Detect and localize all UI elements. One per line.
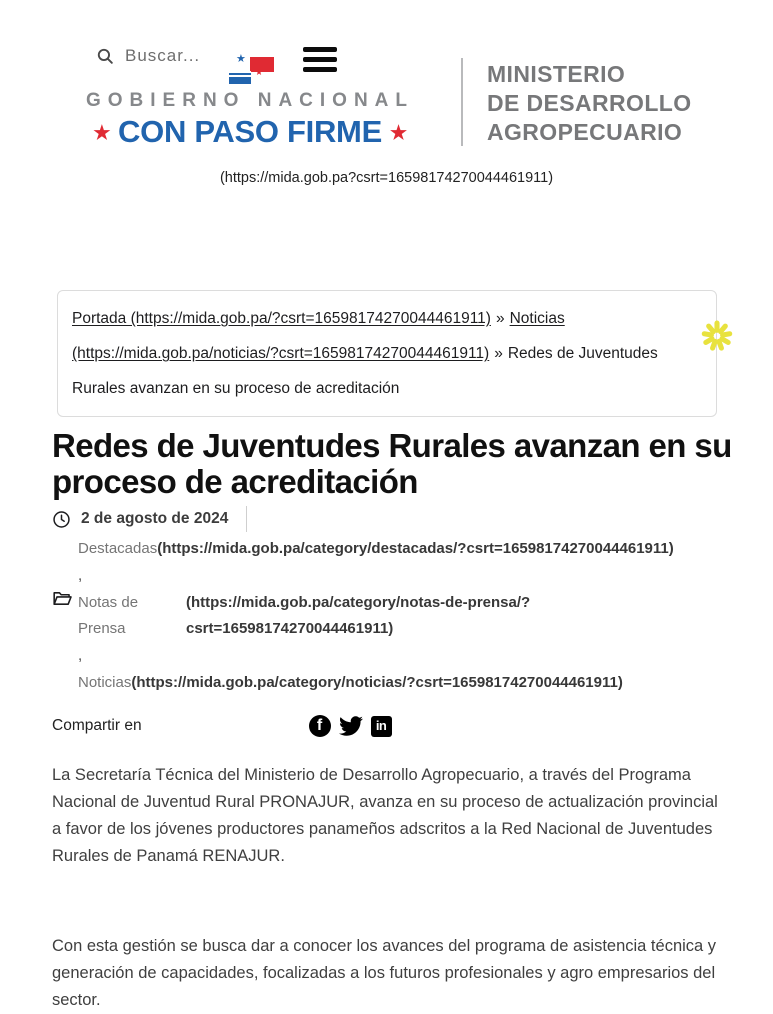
category-separator: , <box>78 647 83 664</box>
home-url-caption: (https://mida.gob.pa?csrt=16598174270044461911) <box>219 170 554 186</box>
header-divider <box>461 58 463 146</box>
star-icon: ★ <box>93 123 111 144</box>
article-body <box>52 762 722 1014</box>
search-placeholder-text: Buscar... <box>125 46 201 65</box>
category-destacadas[interactable]: Destacadas(https://mida.gob.pa/category/destacadas/?csrt=16598174270044461911) <box>78 540 674 557</box>
page-title: Redes de Juventudes Rurales avanzan en su proceso de acreditación <box>52 427 732 500</box>
folder-icon <box>52 536 78 698</box>
breadcrumb-link-portada[interactable]: Portada (https://mida.gob.pa/?csrt=16598174270044461911) <box>72 310 491 327</box>
ministry-name: MINISTERIO DE DESARROLLO AGROPECUARIO <box>487 61 692 145</box>
logo-line2: ★ CON PASO FIRME ★ <box>55 114 445 150</box>
breadcrumb-separator: » <box>494 345 503 362</box>
linkedin-icon[interactable]: in <box>371 716 392 737</box>
site-header <box>0 0 773 200</box>
share-label: Compartir en <box>52 717 142 734</box>
breadcrumb-link-noticias[interactable]: Noticias (https://mida.gob.pa/noticias/?csrt=16598174270044461911) <box>72 310 565 362</box>
share-row <box>52 714 722 738</box>
article <box>52 427 732 1014</box>
clock-icon <box>52 510 71 529</box>
breadcrumb <box>57 290 717 417</box>
breadcrumb-current-page: Redes de Juventudes Rurales avanzan en su proceso de acreditación <box>72 345 658 397</box>
menu-hamburger-icon[interactable] <box>303 47 337 72</box>
twitter-icon[interactable] <box>339 714 363 738</box>
paragraph-2: Con esta gestión se busca dar a conocer los avances del programa de asistencia técnica y generación de capacidades, focalizadas a los futuros profesionales y agro empresarios del sector. <box>52 937 717 1009</box>
breadcrumb-separator: » <box>495 310 505 327</box>
panama-flag-icon: ★ ★ <box>228 55 276 85</box>
article-categories <box>52 536 722 698</box>
search-control[interactable] <box>96 46 200 66</box>
logo-line1: GOBIERNO NACIONAL <box>86 90 414 111</box>
article-date-row <box>52 506 722 532</box>
category-noticias[interactable]: Noticias(https://mida.gob.pa/category/noticias/?csrt=16598174270044461911) <box>78 674 623 691</box>
gobierno-logo[interactable] <box>55 90 445 150</box>
meta-divider <box>246 506 247 532</box>
facebook-icon[interactable]: f <box>309 715 331 737</box>
article-date: 2 de agosto de 2024 <box>81 510 229 527</box>
paragraph-1: La Secretaría Técnica del Ministerio de Desarrollo Agropecuario, a través del Programa Nacional de Juventud Rural PRONAJUR, avanza en su proceso de actualización provincial a favor de los jóvenes productores panameños adscritos a la Red Nacional de Juventudes Rurales de Panamá RENAJUR. <box>52 766 718 865</box>
search-icon <box>96 47 115 66</box>
loading-spinner-icon <box>699 318 735 354</box>
category-separator: , <box>78 567 83 584</box>
category-notas-de-prensa[interactable]: Notas de Prensa (https://mida.gob.pa/category/notas-de-prensa/?csrt=16598174270044461911) <box>78 594 531 637</box>
star-icon: ★ <box>389 123 407 144</box>
